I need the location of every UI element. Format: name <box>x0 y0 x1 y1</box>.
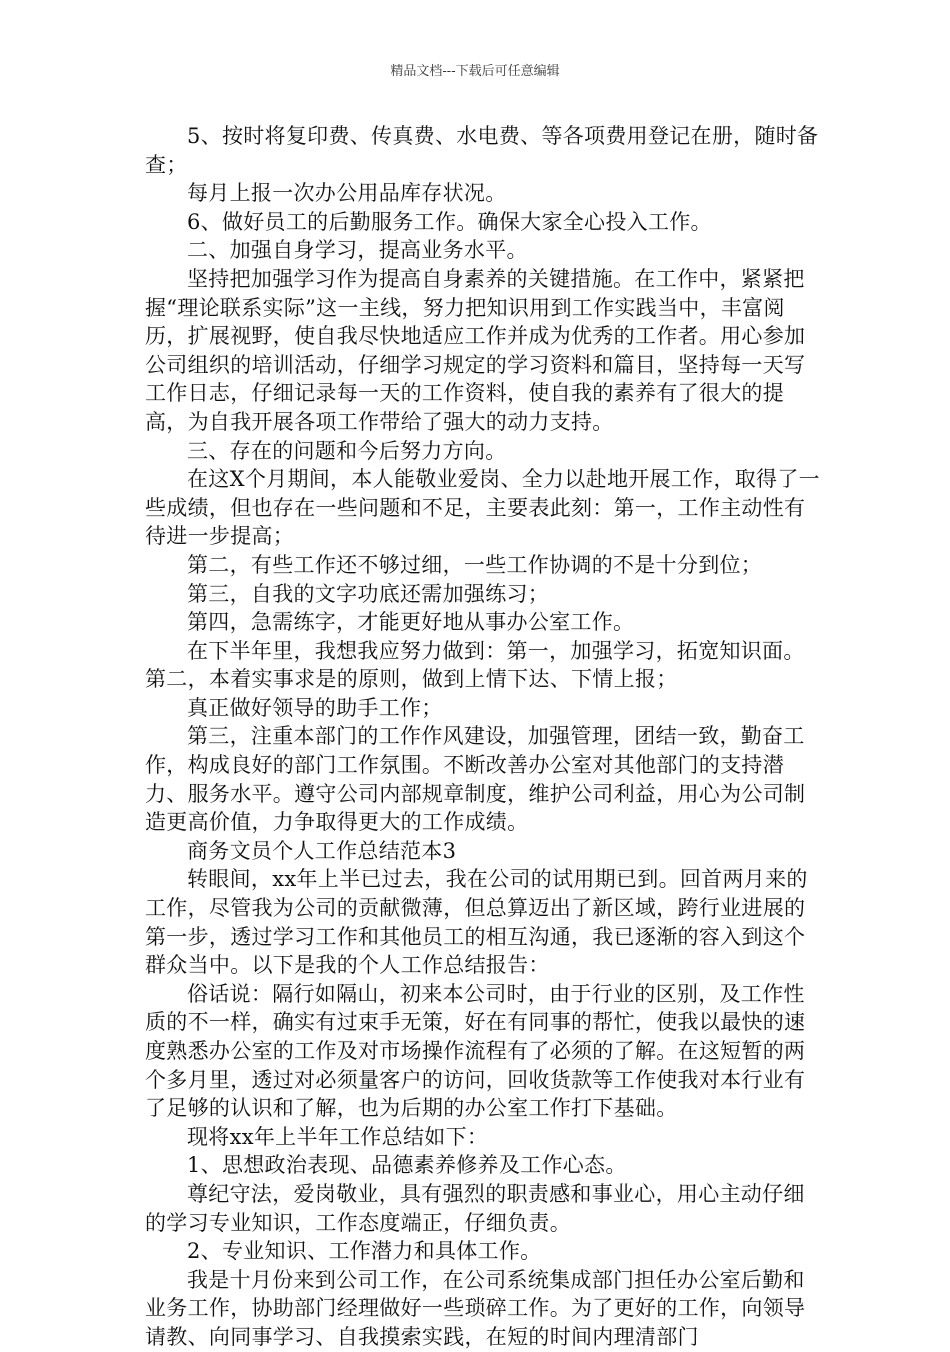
paragraph: 转眼间，xx年上半已过去，我在公司的试用期已到。回首两月来的工作，尽管我为公司的贡献微薄，但总算迈出了新区域，跨行业进展的第一步，透过学习工作和其他员工的相互沟通，我已逐渐的容入到这个群众当中。以下是我的个人工作总结报告： <box>145 867 808 978</box>
paragraph: 我是十月份来到公司工作，在公司系统集成部门担任办公室后勤和业务工作，协助部门经理做好一些琐碎工作。为了更好的工作，向领导请教、向同事学习、自我摸索实践，在短的时间内理清部门 <box>145 1267 806 1349</box>
paragraph: 在这X个月期间，本人能敬业爱岗、全力以赴地开展工作，取得了一些成绩，但也存在一些问题和不足，主要表此刻：第一，工作主动性有待进一步提高； <box>145 467 820 549</box>
paragraph: 5、按时将复印费、传真费、水电费、等各项费用登记在册，随时备查； <box>145 124 819 177</box>
section-heading: 三、存在的问题和今后努力方向。 <box>187 438 507 463</box>
document-title: 商务文员个人工作总结范本3 <box>187 838 457 863</box>
paragraph: 现将xx年上半年工作总结如下： <box>187 1124 489 1149</box>
paragraph: 俗话说：隔行如隔山，初来本公司时，由于行业的区别，及工作性质的不一样，确实有过束手无策，好在有同事的帮忙，使我以最快的速度熟悉办公室的工作及对市场操作流程有了必须的了解。在这短暂的两个多月里，透过对必须量客户的访问，回收货款等工作使我对本行业有了足够的认识和了解，也为后期的办公室工作打下基础。 <box>145 981 806 1121</box>
paragraph: 坚持把加强学习作为提高自身素养的关键措施。在工作中，紧紧把握“理论联系实际”这一主线，努力把知识用到工作实践当中，丰富阅历，扩展视野，使自我尽快地适应工作并成为优秀的工作者。用心参加公司组织的培训活动，仔细学习规定的学习资料和篇目，坚持每一天写工作日志，仔细记录每一天的工作资料，使自我的素养有了很大的提高，为自我开展各项工作带给了强大的动力支持。 <box>145 266 806 434</box>
paragraph: 在下半年里，我想我应努力做到：第一，加强学习，拓宽知识面。第二，本着实事求是的原则，做到上情下达、下情上报； <box>145 638 805 692</box>
document-body <box>145 122 825 1352</box>
page-header: 精品文档---下载后可任意编辑 <box>390 64 560 79</box>
paragraph: 第三，自我的文字功底还需加强练习； <box>187 581 550 606</box>
section-heading: 二、加强自身学习，提高业务水平。 <box>187 238 528 263</box>
paragraph: 第二，有些工作还不够过细，一些工作协调的不是十分到位； <box>187 552 763 577</box>
section-heading: 2、专业知识、工作潜力和具体工作。 <box>187 1239 542 1264</box>
section-heading: 1、思想政治表现、品德素养修养及工作心态。 <box>187 1153 627 1178</box>
paragraph: 真正做好领导的助手工作； <box>187 695 443 720</box>
paragraph: 每月上报一次办公用品库存状况。 <box>187 181 507 206</box>
paragraph: 第三，注重本部门的工作作风建设，加强管理，团结一致，勤奋工作，构成良好的部门工作氛围。不断改善办公室对其他部门的支持潜力、服务水平。遵守公司内部规章制度，维护公司利益，用心为公司制造更高价值，力争取得更大的工作成绩。 <box>145 724 806 835</box>
paragraph: 第四，急需练字，才能更好地从事办公室工作。 <box>187 610 635 635</box>
paragraph: 6、做好员工的后勤服务工作。确保大家全心投入工作。 <box>187 209 712 234</box>
paragraph: 尊纪守法，爱岗敬业，具有强烈的职责感和事业心，用心主动仔细的学习专业知识，工作态度端正，仔细负责。 <box>145 1181 805 1235</box>
